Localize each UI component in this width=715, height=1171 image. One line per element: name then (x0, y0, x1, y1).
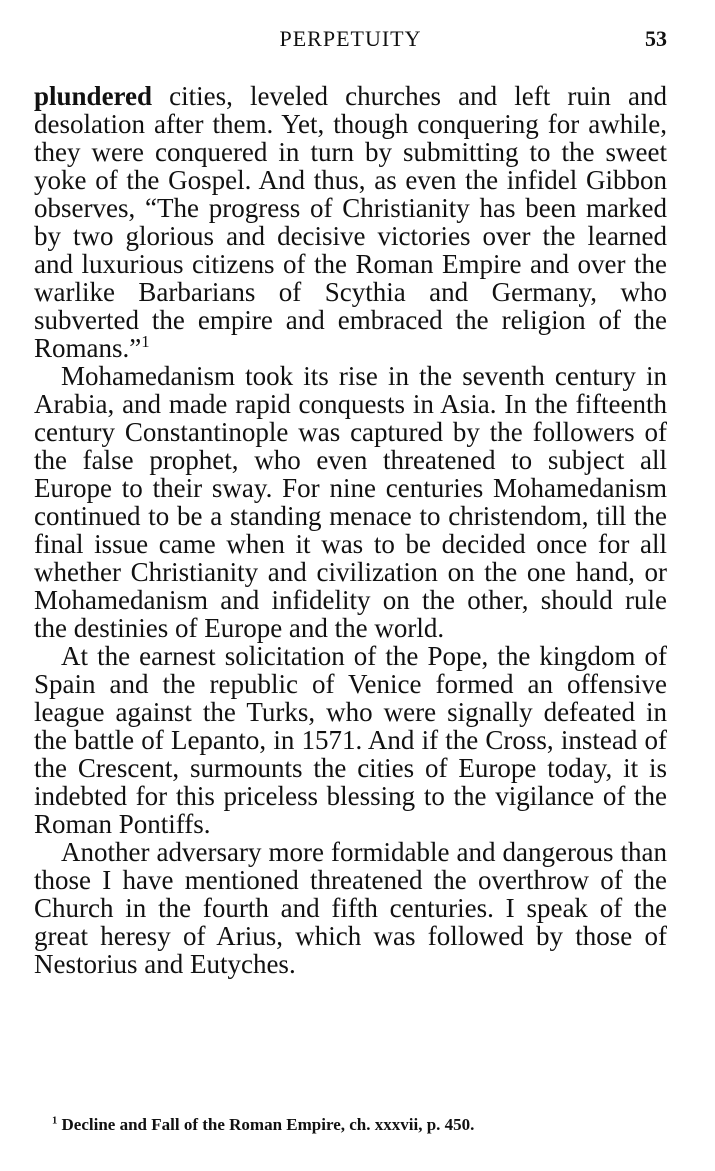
book-page (34, 24, 667, 1154)
paragraph-1-text: cities, leveled churches and left ruin and desolation after them. Yet, though conquering for awhile, they were conquered in turn by submitting to the sweet yoke of the Gospel. And thus, as even the infidel Gibbon observes, “The progress of Christianity has been marked by two glorious and decisive victories over the learned and luxurious citizens of the Roman Empire and over the warlike Barbarians of Scythia and Germany, who subverted the empire and embraced the religion of the Romans.” (34, 81, 667, 363)
paragraph-4 (34, 838, 667, 978)
footnote-marker: 1 (52, 1115, 58, 1127)
footnote-text: Decline and Fall of the Roman Empire, ch. xxxvii, p. 450. (61, 1115, 475, 1134)
page-header (34, 24, 667, 58)
body-text (34, 82, 667, 978)
paragraph-2-text: Mohamedanism took its rise in the seventh century in Arabia, and made rapid conquests in Asia. In the fifteenth century Constantinople was captured by the followers of the false prophet, who even threatened to subject all Europe to their sway. For nine centuries Mohamedanism continued to be a standing menace to christendom, till the final issue came when it was to be decided once for all whether Christianity and civilization on the one hand, or Mohamedanism and infidelity on the other, should rule the destinies of Europe and the world. (34, 361, 667, 643)
paragraph-1-lead-word: plundered (34, 81, 153, 111)
footnote (52, 1115, 667, 1135)
paragraph-2 (34, 362, 667, 642)
page-number: 53 (645, 26, 667, 51)
paragraph-4-text: Another adversary more formidable and dangerous than those I have mentioned threatened the overthrow of the Church in the fourth and fifth centuries. I speak of the great heresy of Arius, which was followed by those of Nestorius and Eutyches. (34, 837, 667, 979)
paragraph-1 (34, 82, 667, 362)
footnote-reference-marker: 1 (141, 332, 150, 351)
running-title: PERPETUITY (279, 26, 422, 51)
paragraph-3-text: At the earnest solicitation of the Pope, the kingdom of Spain and the republic of Venice formed an offensive league against the Turks, who were signally defeated in the battle of Lepanto, in 1571. And if the Cross, instead of the Crescent, surmounts the cities of Europe today, it is indebted for this priceless blessing to the vigilance of the Roman Pontiffs. (34, 641, 667, 839)
paragraph-3 (34, 642, 667, 838)
